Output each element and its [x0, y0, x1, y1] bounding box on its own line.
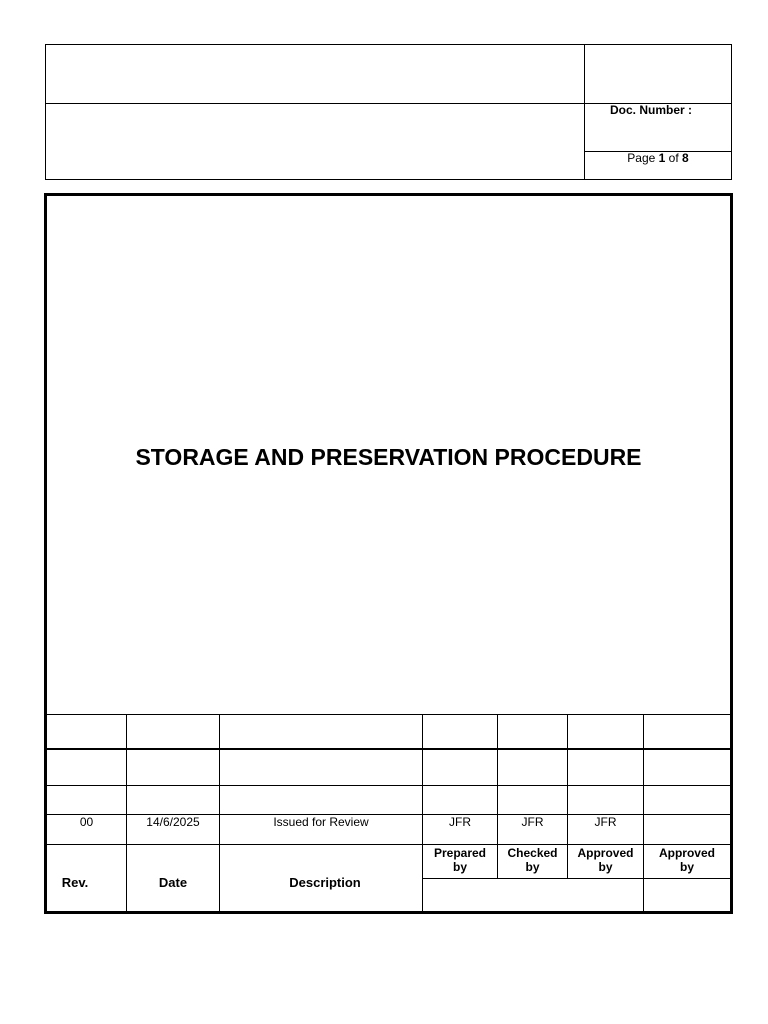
table-row [47, 715, 730, 748]
cell-description: Issued for Review [273, 815, 369, 829]
header-approved-by-1 [568, 846, 643, 874]
header-logo-cell [46, 45, 584, 103]
header-by-label: by [452, 860, 467, 874]
table-row [47, 750, 730, 785]
header-approved-by-2 [644, 846, 730, 874]
page-current: 1 [658, 151, 666, 165]
cell-prepared-by: JFR [449, 815, 471, 829]
header-prepared-by [423, 846, 497, 874]
header-rev: Rev. [61, 875, 89, 890]
cell-rev: 00 [79, 815, 94, 829]
document-title: STORAGE AND PRESERVATION PROCEDURE [135, 444, 642, 470]
page-total: 8 [682, 151, 689, 165]
header-title-cell [46, 104, 584, 179]
doc-number-label: Doc. Number : [609, 103, 692, 117]
table-row [47, 786, 730, 814]
header-approved-label: Approved [658, 846, 715, 860]
header-prepared-label: Prepared [433, 846, 487, 860]
cell-approved-by-1: JFR [594, 815, 617, 829]
page-of: of [668, 151, 679, 165]
header-checked-label: Checked [507, 846, 558, 860]
cell-checked-by: JFR [521, 815, 544, 829]
header-company-cell [585, 45, 731, 103]
signature-cell-group [423, 879, 643, 911]
page-label: Page [627, 151, 656, 165]
header-approved-label: Approved [577, 846, 634, 860]
signature-cell-approver [644, 879, 730, 911]
header-description: Description [289, 875, 361, 890]
header-date: Date [158, 875, 188, 890]
header-by-label: by [525, 860, 540, 874]
header-checked-by [498, 846, 567, 874]
header-by-label: by [679, 860, 694, 874]
page-indicator [585, 151, 731, 165]
cell-date: 14/6/2025 [146, 815, 200, 829]
header-by-label: by [598, 860, 613, 874]
